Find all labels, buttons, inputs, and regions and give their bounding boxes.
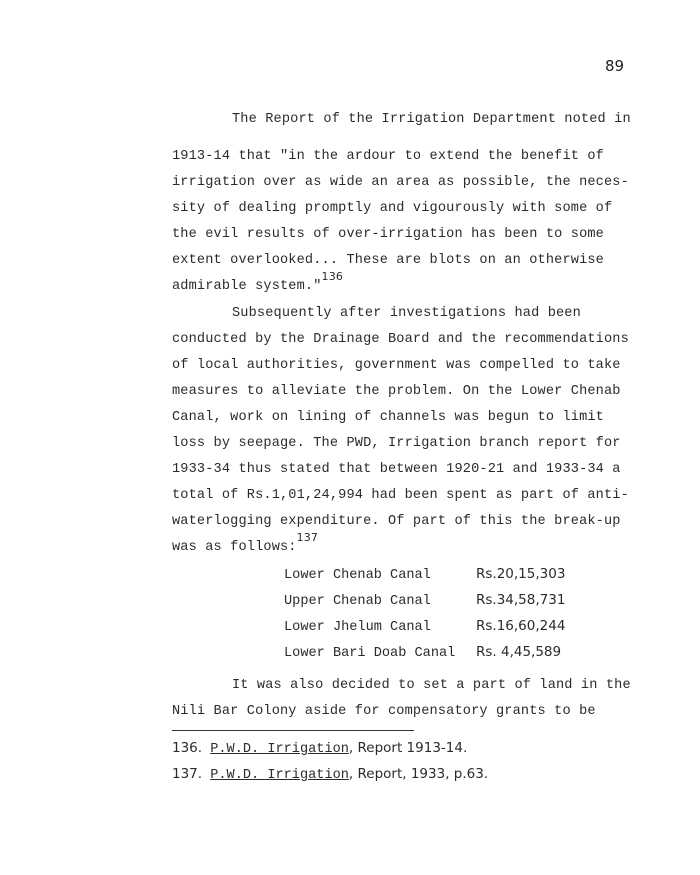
footnote-137 — [172, 766, 488, 783]
footnote-136 — [172, 740, 467, 757]
page-number: 89 — [605, 57, 625, 75]
text-line: Subsequently after investigations had been — [232, 306, 581, 321]
text-line: measures to alleviate the problem. On the Lower Chenab — [172, 384, 621, 399]
table-row — [284, 592, 565, 609]
canal-amount: Rs.16,60,244 — [476, 618, 566, 634]
text-line: irrigation over as wide an area as possible, the neces- — [172, 175, 629, 190]
table-row — [284, 566, 565, 583]
text-line: It was also decided to set a part of land in the — [232, 678, 631, 693]
canal-name: Upper Chenab Canal — [284, 594, 431, 609]
text-line: sity of dealing promptly and vigourously with some of — [172, 201, 613, 216]
text-line: the evil results of over-irrigation has been to some — [172, 227, 604, 242]
text-line-with-footnote — [172, 270, 343, 294]
text: admirable system." — [172, 279, 322, 294]
footnote-divider — [172, 730, 414, 731]
text-line: conducted by the Drainage Board and the recommendations — [172, 332, 629, 347]
text-line: The Report of the Irrigation Department noted in — [232, 112, 631, 127]
text-line-with-footnote — [172, 531, 319, 555]
text-line: extent overlooked... These are blots on an otherwise — [172, 253, 604, 268]
footnote-detail: , Report 1913-14. — [348, 740, 468, 756]
table-row — [284, 644, 561, 661]
text-line: of local authorities, government was compelled to take — [172, 358, 621, 373]
text-line: Nili Bar Colony aside for compensatory grants to be — [172, 704, 596, 719]
text-line: waterlogging expenditure. Of part of this the break-up — [172, 514, 621, 529]
text-line: 1933-34 thus stated that between 1920-21 and 1933-34 a — [172, 462, 621, 477]
footnote-number: 137. — [172, 766, 203, 782]
canal-name: Lower Jhelum Canal — [284, 620, 431, 635]
footnote-ref-136: 136 — [321, 270, 343, 284]
footnote-source: P.W.D. Irrigation — [210, 742, 349, 757]
canal-amount: Rs. 4,45,589 — [476, 644, 562, 660]
footnote-source: P.W.D. Irrigation — [210, 768, 349, 783]
canal-name: Lower Bari Doab Canal — [284, 646, 456, 661]
text-line: 1913-14 that "in the ardour to extend the benefit of — [172, 149, 604, 164]
canal-name: Lower Chenab Canal — [284, 568, 431, 583]
table-row — [284, 618, 565, 635]
footnote-ref-137: 137 — [296, 531, 319, 545]
text-line: loss by seepage. The PWD, Irrigation branch report for — [172, 436, 621, 451]
canal-amount: Rs.34,58,731 — [476, 592, 566, 608]
text-line: total of Rs.1,01,24,994 had been spent as part of anti- — [172, 488, 629, 503]
text: was as follows: — [172, 540, 297, 555]
text-line: Canal, work on lining of channels was begun to limit — [172, 410, 604, 425]
footnote-number: 136. — [172, 740, 203, 756]
footnote-detail: , Report, 1933, p.63. — [348, 766, 489, 782]
canal-amount: Rs.20,15,303 — [476, 566, 566, 582]
